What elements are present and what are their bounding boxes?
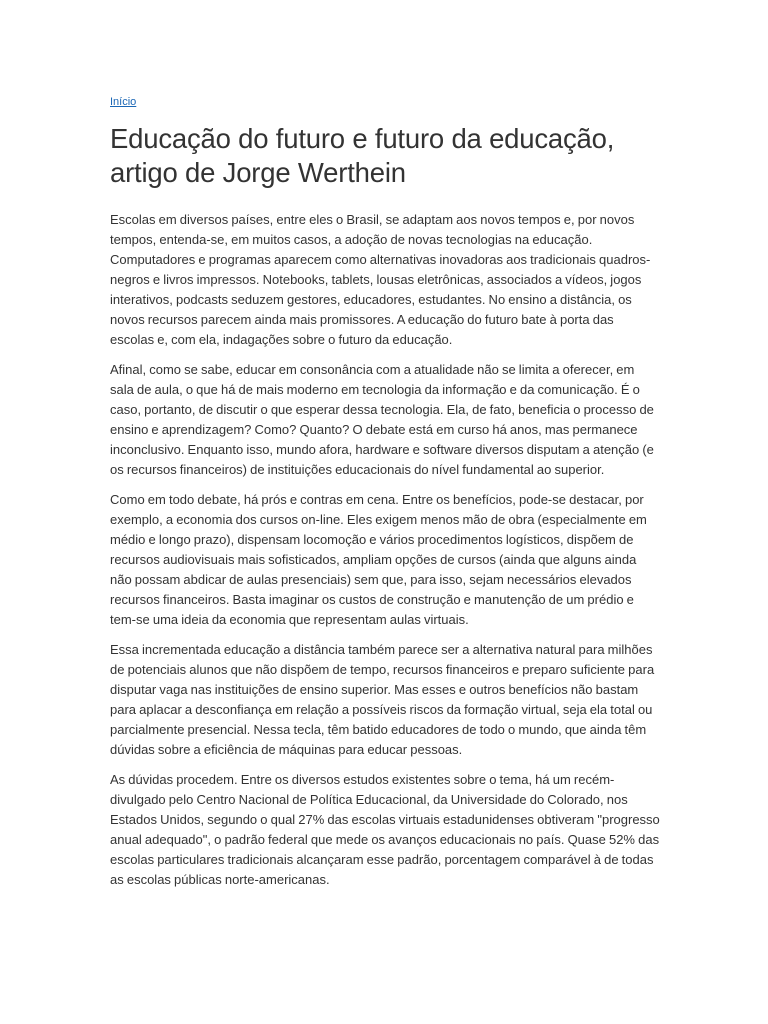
breadcrumb (110, 92, 660, 110)
article-title-line-2: artigo de Jorge Werthein (110, 157, 406, 188)
article-page (110, 92, 660, 900)
article-title-line-1: Educação do futuro e futuro da educação, (110, 123, 615, 154)
article-paragraph-5: As dúvidas procedem. Entre os diversos estudos existentes sobre o tema, há um recém-divulgado pelo Centro Nacional de Política Educacional, da Universidade do Colorado, nos Estados Unidos, segundo o qual 27% das escolas virtuais estadunidenses obtiveram "progresso anual adequado", o padrão federal que mede os avanços educacionais no país. Quase 52% das escolas particulares tradicionais alcançaram esse padrão, porcentagem comparável à de todas as escolas públicas norte-americanas. (110, 772, 660, 887)
article-paragraph-1: Escolas em diversos países, entre eles o Brasil, se adaptam aos novos tempos e, por novos tempos, entenda-se, em muitos casos, a adoção de novas tecnologias na educação. Computadores e programas aparecem como alternativas inovadoras aos tradicionais quadros-negros e livros impressos. Notebooks, tablets, lousas eletrônicas, associados a vídeos, jogos interativos, podcasts seduzem gestores, educadores, estudantes. No ensino a distância, os novos recursos parecem ainda mais promissores. A educação do futuro bate à porta das escolas e, com ela, indagações sobre o futuro da educação. (110, 212, 651, 347)
article-paragraph-4: Essa incrementada educação a distância também parece ser a alternativa natural para milhões de potenciais alunos que não dispõem de tempo, recursos financeiros e preparo suficiente para disputar vaga nas instituições de ensino superior. Mas esses e outros benefícios não bastam para aplacar a desconfiança em relação a possíveis riscos da formação virtual, seja ela total ou parcialmente presencial. Nessa tecla, têm batido educadores de todo o mundo, que ainda têm dúvidas sobre a eficiência de máquinas para educar pessoas. (110, 642, 655, 757)
article-paragraph-3: Como em todo debate, há prós e contras em cena. Entre os benefícios, pode-se destacar, por exemplo, a economia dos cursos on-line. Eles exigem menos mão de obra (especialmente em médio e longo prazo), dispensam locomoção e vários procedimentos logísticos, dispõem de recursos audiovisuais mais sofisticados, ampliam opções de cursos (ainda que alguns ainda não possam abdicar de aulas presenciais) sem que, para isso, sejam necessários elevados recursos financeiros. Basta imaginar os custos de construção e manutenção de um prédio e tem-se uma ideia da economia que representam aulas virtuais. (110, 492, 647, 627)
article-body (110, 210, 660, 890)
breadcrumb-home-link[interactable]: Início (110, 96, 137, 108)
article-title (110, 122, 660, 190)
article-paragraph-2: Afinal, como se sabe, educar em consonância com a atualidade não se limita a oferecer, em sala de aula, o que há de mais moderno em tecnologia da informação e da comunicação. É o caso, portanto, de discutir o que esperar dessa tecnologia. Ela, de fato, beneficia o processo de ensino e aprendizagem? Como? Quanto? O debate está em curso há anos, mas permanece inconclusivo. Enquanto isso, mundo afora, hardware e software diversos disputam a atenção (e os recursos financeiros) de instituições educacionais do nível fundamental ao superior. (110, 362, 654, 477)
